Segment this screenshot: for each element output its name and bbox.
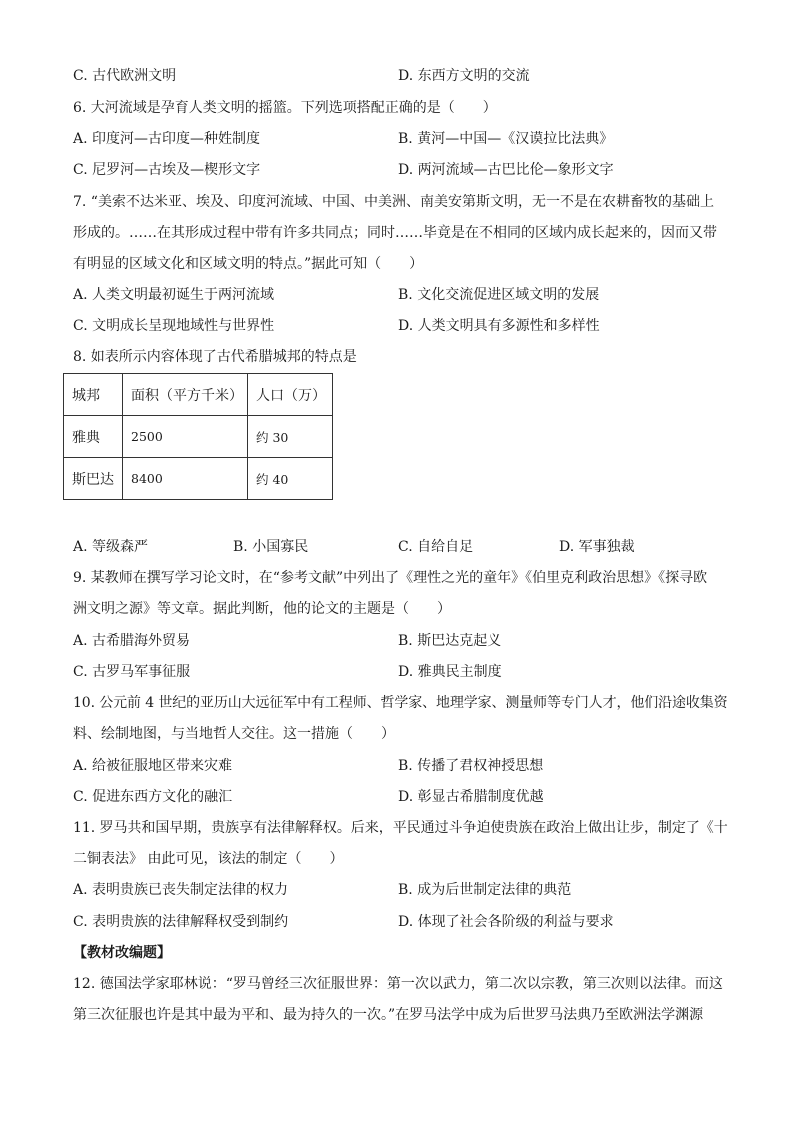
q11-stem-line-2: 二铜表法》 由此可见，该法的制定（ ） — [73, 851, 344, 867]
table-header-cell: 人口（万） — [248, 374, 333, 416]
table-cell: 约 30 — [248, 416, 333, 458]
q8-option-a: A. 等级森严 — [73, 539, 149, 555]
q12-stem-line-2: 第三次征服也许是其中最为平和、最为持久的一次。”在罗马法学中成为后世罗马法典乃至欧洲法学渊源 — [73, 1007, 704, 1023]
q7-option-a: A. 人类文明最初诞生于两河流域 — [73, 287, 275, 303]
table-header-row — [64, 374, 333, 416]
q6-option-a: A. 印度河—古印度—种姓制度 — [73, 131, 261, 147]
q8-option-c: C. 自给自足 — [398, 539, 474, 555]
q6-option-b: B. 黄河—中国—《汉谟拉比法典》 — [398, 131, 614, 147]
q7-stem-line-3: 有明显的区域文化和区域文明的特点。”据此可知（ ） — [73, 256, 424, 272]
q7-option-c: C. 文明成长呈现地域性与世界性 — [73, 318, 275, 334]
q9-option-d: D. 雅典民主制度 — [398, 664, 502, 680]
q6-option-d: D. 两河流域—古巴比伦—象形文字 — [398, 162, 614, 178]
q10-stem-line-2: 料、绘制地图，与当地哲人交往。这一措施（ ） — [73, 726, 395, 742]
q6-stem: 6. 大河流域是孕育人类文明的摇篮。下列选项搭配正确的是（ ） — [73, 100, 497, 116]
q7-stem-line-2: 形成的。……在其形成过程中带有许多共同点；同时……毕竟是在不相同的区域内成长起来的，因而又带 — [73, 225, 717, 241]
q11-option-d: D. 体现了社会各阶级的利益与要求 — [398, 914, 614, 930]
q11-option-c: C. 表明贵族的法律解释权受到制约 — [73, 914, 289, 930]
q9-option-a: A. 古希腊海外贸易 — [73, 633, 191, 649]
q11-stem-line-1: 11. 罗马共和国早期，贵族享有法律解释权。后来，平民通过斗争迫使贵族在政治上做出让步，制定了《十 — [73, 820, 728, 836]
q8-option-d: D. 军事独裁 — [559, 539, 635, 555]
q5-option-c: C. 古代欧洲文明 — [73, 68, 177, 84]
q11-option-a: A. 表明贵族已丧失制定法律的权力 — [73, 882, 289, 898]
table-header-cell: 面积（平方千米） — [123, 374, 248, 416]
q8-stem: 8. 如表所示内容体现了古代希腊城邦的特点是 — [73, 349, 357, 365]
table-cell: 约 40 — [248, 458, 333, 500]
q10-option-d: D. 彰显古希腊制度优越 — [398, 789, 544, 805]
q10-option-c: C. 促进东西方文化的融汇 — [73, 789, 233, 805]
q10-option-b: B. 传播了君权神授思想 — [398, 758, 544, 774]
q7-option-d: D. 人类文明具有多源性和多样性 — [398, 318, 600, 334]
table-cell: 8400 — [123, 458, 248, 500]
table-cell: 斯巴达 — [64, 458, 123, 500]
q6-option-c: C. 尼罗河—古埃及—楔形文字 — [73, 162, 261, 178]
q11-option-b: B. 成为后世制定法律的典范 — [398, 882, 572, 898]
city-state-table — [63, 373, 333, 500]
q5-option-d: D. 东西方文明的交流 — [398, 68, 530, 84]
table-row — [64, 416, 333, 458]
section-heading: 【教材改编题】 — [73, 945, 171, 961]
q9-option-b: B. 斯巴达克起义 — [398, 633, 502, 649]
table-header-cell: 城邦 — [64, 374, 123, 416]
table-cell: 雅典 — [64, 416, 123, 458]
table-cell: 2500 — [123, 416, 248, 458]
q9-stem-line-1: 9. 某教师在撰写学习论文时，在“参考文献”中列出了《理性之光的童年》《伯里克利政治思想》《探寻欧 — [73, 570, 708, 586]
q7-stem-line-1: 7. “美索不达米亚、埃及、印度河流域、中国、中美洲、南美安第斯文明，无一不是在农耕畜牧的基础上 — [73, 194, 714, 210]
table-row — [64, 458, 333, 500]
q9-option-c: C. 古罗马军事征服 — [73, 664, 191, 680]
q10-stem-line-1: 10. 公元前 4 世纪的亚历山大远征军中有工程师、哲学家、地理学家、测量师等专门人才，他们沿途收集资 — [73, 695, 728, 711]
q10-option-a: A. 给被征服地区带来灾难 — [73, 758, 233, 774]
q8-option-b: B. 小国寡民 — [233, 539, 309, 555]
q9-stem-line-2: 洲文明之源》等文章。据此判断，他的论文的主题是（ ） — [73, 601, 451, 617]
q12-stem-line-1: 12. 德国法学家耶林说：“罗马曾经三次征服世界：第一次以武力，第二次以宗教，第三次则以法律。而这 — [73, 976, 723, 992]
q7-option-b: B. 文化交流促进区域文明的发展 — [398, 287, 600, 303]
